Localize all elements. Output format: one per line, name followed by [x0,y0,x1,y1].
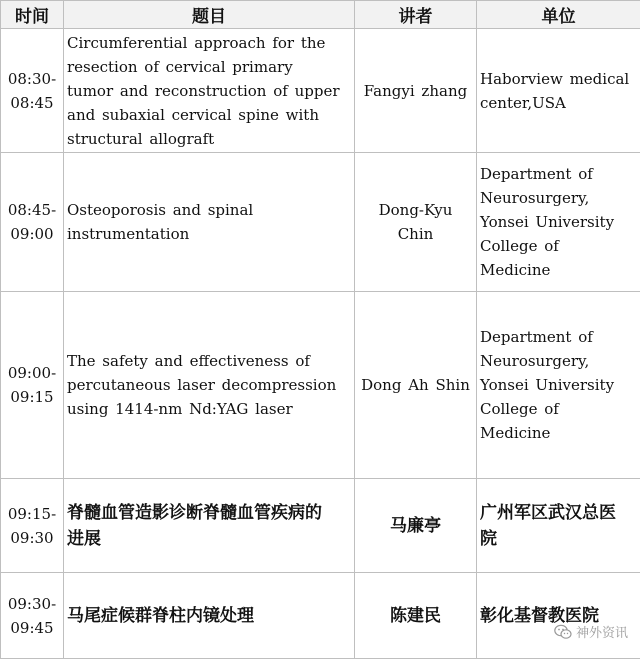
speaker-cell [355,29,477,153]
time-end: 09:45 [10,618,54,637]
time-start: 09:15- [7,504,57,523]
time-end: 09:00 [10,225,54,243]
unit-line: Neurosurgery, [480,352,590,370]
unit-line: Yonsei University [480,213,615,231]
topic-line: Osteoporosis and spinal [67,201,254,219]
unit-line: 广州军区武汉总医 [480,502,616,523]
speaker-line: Fangyi zhang [363,81,468,100]
speaker-cell [355,573,477,659]
time-start: 08:30- [7,69,57,88]
topic-line: using 1414-nm Nd:YAG laser [67,400,293,418]
time-cell [1,153,64,292]
unit-cell [477,153,640,292]
speaker-line: Dong Ah Shin [361,376,470,394]
unit-cell [477,573,640,659]
topic-line: resection of cervical primary [67,57,293,76]
watermark-text: 神外资讯 [575,626,628,641]
unit-line: 彰化基督教医院 [480,605,599,626]
unit-line: center,USA [480,93,566,112]
topic-line: and subaxial cervical spine with [67,105,319,124]
speaker-line: Chin [397,225,434,243]
topic-line: tumor and reconstruction of upper [67,81,340,100]
topic-cell [64,153,355,292]
topic-cell [64,29,355,153]
unit-line: Department of [480,165,593,183]
header-unit: 单位 [477,1,640,29]
time-start: 08:45- [7,201,57,219]
unit-cell [477,29,640,153]
table-row [1,479,640,573]
unit-cell [477,479,640,573]
time-cell [1,573,64,659]
table-row [1,292,640,479]
speaker-cell [355,153,477,292]
unit-line: College of [480,237,559,255]
unit-line: Yonsei University [480,376,615,394]
topic-line: 脊髓血管造影诊断脊髓血管疾病的 [67,502,322,523]
table-row [1,573,640,659]
topic-line: structural allograft [67,129,215,148]
time-cell [1,479,64,573]
topic-line: 马尾症候群脊柱内镜处理 [67,605,254,626]
topic-line: Circumferential approach for the [67,33,326,52]
time-end: 08:45 [10,93,54,112]
table-row [1,153,640,292]
speaker-line: 马廉亭 [390,515,441,536]
speaker-line: Dong-Kyu [378,201,453,219]
time-end: 09:30 [10,528,54,547]
unit-line: Medicine [480,424,551,442]
header-row [1,1,640,29]
time-start: 09:30- [7,594,57,613]
speaker-line: 陈建民 [390,605,441,626]
unit-cell [477,292,640,479]
unit-line: 院 [480,528,497,549]
speaker-cell [355,479,477,573]
header-speaker: 讲者 [355,1,477,29]
unit-line: Neurosurgery, [480,189,590,207]
time-start: 09:00- [7,364,57,382]
speaker-cell [355,292,477,479]
topic-line: The safety and effectiveness of [67,352,310,370]
unit-line: Department of [480,328,593,346]
table-row [1,29,640,153]
time-cell [1,29,64,153]
header-time: 时间 [1,1,64,29]
wechat-icon [554,624,572,640]
time-cell [1,292,64,479]
topic-line: instrumentation [67,225,190,243]
unit-line: College of [480,400,559,418]
topic-cell [64,573,355,659]
topic-cell [64,292,355,479]
topic-line: percutaneous laser decompression [67,376,337,394]
time-end: 09:15 [10,388,54,406]
header-topic: 题目 [64,1,355,29]
watermark [554,622,628,641]
topic-cell [64,479,355,573]
unit-line: Medicine [480,261,551,279]
unit-line: Haborview medical [480,69,630,88]
topic-line: 进展 [67,528,101,549]
